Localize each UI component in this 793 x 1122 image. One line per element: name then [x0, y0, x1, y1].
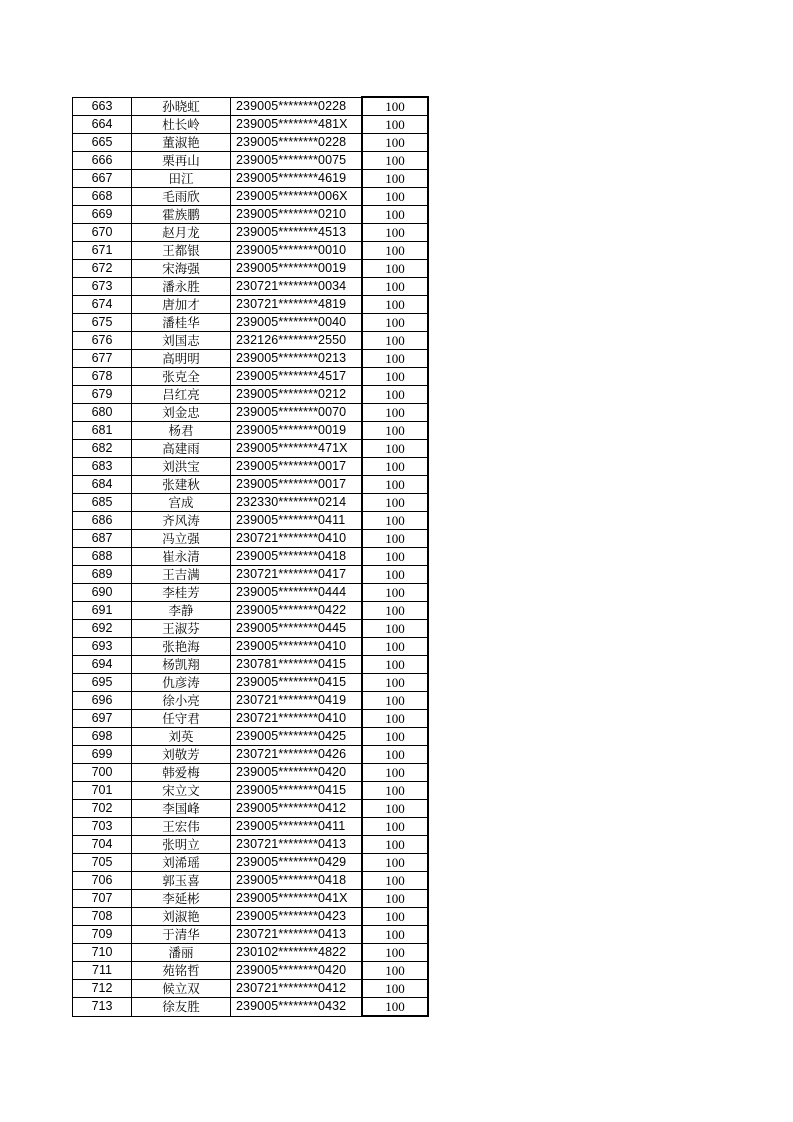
id-number-cell: 230721********0413: [231, 926, 363, 944]
score-cell: 100: [362, 386, 428, 404]
id-number-cell: 239005********481X: [231, 116, 363, 134]
row-number-cell: 668: [73, 188, 132, 206]
table-row: [73, 116, 429, 134]
score-cell: 100: [362, 980, 428, 998]
row-number-cell: 690: [73, 584, 132, 602]
id-number-cell: 239005********0017: [231, 458, 363, 476]
name-cell: 霍族鹏: [132, 206, 231, 224]
name-cell: 徐小亮: [132, 692, 231, 710]
table-row: [73, 368, 429, 386]
score-cell: 100: [362, 494, 428, 512]
row-number-cell: 700: [73, 764, 132, 782]
name-cell: 杨凯翔: [132, 656, 231, 674]
row-number-cell: 698: [73, 728, 132, 746]
name-cell: 刘洪宝: [132, 458, 231, 476]
row-number-cell: 681: [73, 422, 132, 440]
row-number-cell: 691: [73, 602, 132, 620]
name-cell: 栗再山: [132, 152, 231, 170]
score-cell: 100: [362, 458, 428, 476]
id-number-cell: 239005********0040: [231, 314, 363, 332]
name-cell: 徐友胜: [132, 998, 231, 1017]
row-number-cell: 683: [73, 458, 132, 476]
table-row: [73, 224, 429, 242]
score-cell: 100: [362, 224, 428, 242]
row-number-cell: 680: [73, 404, 132, 422]
id-number-cell: 230721********0417: [231, 566, 363, 584]
id-number-cell: 239005********0228: [231, 97, 363, 116]
name-cell: 田江: [132, 170, 231, 188]
id-number-cell: 239005********0445: [231, 620, 363, 638]
row-number-cell: 663: [73, 97, 132, 116]
row-number-cell: 679: [73, 386, 132, 404]
score-cell: 100: [362, 404, 428, 422]
table-row: [73, 926, 429, 944]
table-row: [73, 530, 429, 548]
table-row: [73, 818, 429, 836]
id-number-cell: 239005********041X: [231, 890, 363, 908]
score-cell: 100: [362, 692, 428, 710]
name-cell: 李延彬: [132, 890, 231, 908]
row-number-cell: 713: [73, 998, 132, 1017]
table-row: [73, 908, 429, 926]
id-number-cell: 232330********0214: [231, 494, 363, 512]
table-row: [73, 152, 429, 170]
table-row: [73, 134, 429, 152]
table-row: [73, 674, 429, 692]
row-number-cell: 677: [73, 350, 132, 368]
score-cell: 100: [362, 548, 428, 566]
id-number-cell: 230721********0413: [231, 836, 363, 854]
score-cell: 100: [362, 332, 428, 350]
id-number-cell: 230102********4822: [231, 944, 363, 962]
score-cell: 100: [362, 188, 428, 206]
table-row: [73, 422, 429, 440]
table-row: [73, 188, 429, 206]
id-number-cell: 239005********0418: [231, 872, 363, 890]
id-number-cell: 239005********0228: [231, 134, 363, 152]
name-cell: 候立双: [132, 980, 231, 998]
id-number-cell: 239005********0411: [231, 512, 363, 530]
id-number-cell: 230721********0426: [231, 746, 363, 764]
name-cell: 潘永胜: [132, 278, 231, 296]
name-cell: 潘桂华: [132, 314, 231, 332]
table-row: [73, 350, 429, 368]
row-number-cell: 665: [73, 134, 132, 152]
score-cell: 100: [362, 260, 428, 278]
table-row: [73, 494, 429, 512]
score-cell: 100: [362, 962, 428, 980]
table-row: [73, 710, 429, 728]
id-number-cell: 239005********0010: [231, 242, 363, 260]
table-body: [73, 97, 429, 1016]
row-number-cell: 684: [73, 476, 132, 494]
score-cell: 100: [362, 97, 428, 116]
name-cell: 李静: [132, 602, 231, 620]
id-number-cell: 239005********0210: [231, 206, 363, 224]
table-row: [73, 97, 429, 116]
score-cell: 100: [362, 368, 428, 386]
table-row: [73, 782, 429, 800]
table-row: [73, 170, 429, 188]
row-number-cell: 670: [73, 224, 132, 242]
name-cell: 任守君: [132, 710, 231, 728]
table-row: [73, 584, 429, 602]
id-number-cell: 239005********0019: [231, 260, 363, 278]
score-cell: 100: [362, 152, 428, 170]
name-cell: 刘英: [132, 728, 231, 746]
id-number-cell: 239005********0444: [231, 584, 363, 602]
table-row: [73, 980, 429, 998]
row-number-cell: 710: [73, 944, 132, 962]
score-cell: 100: [362, 800, 428, 818]
id-number-cell: 239005********4513: [231, 224, 363, 242]
id-number-cell: 239005********0423: [231, 908, 363, 926]
id-number-cell: 239005********0410: [231, 638, 363, 656]
table-row: [73, 998, 429, 1017]
id-number-cell: 239005********0432: [231, 998, 363, 1017]
name-cell: 刘国志: [132, 332, 231, 350]
row-number-cell: 688: [73, 548, 132, 566]
table-row: [73, 656, 429, 674]
score-cell: 100: [362, 782, 428, 800]
id-number-cell: 239005********0212: [231, 386, 363, 404]
score-cell: 100: [362, 566, 428, 584]
name-cell: 苑铭哲: [132, 962, 231, 980]
name-cell: 王宏伟: [132, 818, 231, 836]
name-cell: 于清华: [132, 926, 231, 944]
name-cell: 郭玉喜: [132, 872, 231, 890]
id-number-cell: 239005********0415: [231, 674, 363, 692]
row-number-cell: 674: [73, 296, 132, 314]
row-number-cell: 689: [73, 566, 132, 584]
id-number-cell: 239005********006X: [231, 188, 363, 206]
table-row: [73, 620, 429, 638]
name-cell: 张艳海: [132, 638, 231, 656]
score-cell: 100: [362, 278, 428, 296]
id-number-cell: 230781********0415: [231, 656, 363, 674]
row-number-cell: 671: [73, 242, 132, 260]
name-cell: 王都银: [132, 242, 231, 260]
score-cell: 100: [362, 440, 428, 458]
table-row: [73, 404, 429, 422]
name-cell: 宋立文: [132, 782, 231, 800]
id-number-cell: 239005********471X: [231, 440, 363, 458]
table-row: [73, 206, 429, 224]
name-cell: 齐风涛: [132, 512, 231, 530]
row-number-cell: 703: [73, 818, 132, 836]
id-number-cell: 230721********0410: [231, 710, 363, 728]
row-number-cell: 676: [73, 332, 132, 350]
name-cell: 宋海强: [132, 260, 231, 278]
score-cell: 100: [362, 476, 428, 494]
name-cell: 高建雨: [132, 440, 231, 458]
score-cell: 100: [362, 602, 428, 620]
table-row: [73, 746, 429, 764]
table-row: [73, 278, 429, 296]
name-cell: 王吉满: [132, 566, 231, 584]
row-number-cell: 705: [73, 854, 132, 872]
table-row: [73, 242, 429, 260]
table-row: [73, 566, 429, 584]
score-cell: 100: [362, 818, 428, 836]
table-row: [73, 458, 429, 476]
name-cell: 韩爱梅: [132, 764, 231, 782]
table-row: [73, 800, 429, 818]
row-number-cell: 693: [73, 638, 132, 656]
name-cell: 王淑芬: [132, 620, 231, 638]
row-number-cell: 675: [73, 314, 132, 332]
id-number-cell: 239005********0017: [231, 476, 363, 494]
name-cell: 李国峰: [132, 800, 231, 818]
table-row: [73, 260, 429, 278]
score-cell: 100: [362, 746, 428, 764]
score-cell: 100: [362, 926, 428, 944]
id-number-cell: 239005********0415: [231, 782, 363, 800]
score-cell: 100: [362, 674, 428, 692]
score-cell: 100: [362, 854, 428, 872]
name-cell: 刘浠瑶: [132, 854, 231, 872]
row-number-cell: 673: [73, 278, 132, 296]
id-number-cell: 239005********0213: [231, 350, 363, 368]
table-row: [73, 692, 429, 710]
name-cell: 毛雨欣: [132, 188, 231, 206]
id-number-cell: 239005********4619: [231, 170, 363, 188]
row-number-cell: 711: [73, 962, 132, 980]
row-number-cell: 697: [73, 710, 132, 728]
row-number-cell: 669: [73, 206, 132, 224]
id-number-cell: 230721********0412: [231, 980, 363, 998]
table-row: [73, 512, 429, 530]
row-number-cell: 672: [73, 260, 132, 278]
name-cell: 杨君: [132, 422, 231, 440]
id-number-cell: 230721********0410: [231, 530, 363, 548]
table-row: [73, 872, 429, 890]
row-number-cell: 666: [73, 152, 132, 170]
score-cell: 100: [362, 638, 428, 656]
name-cell: 唐加才: [132, 296, 231, 314]
id-number-cell: 230721********0419: [231, 692, 363, 710]
id-number-cell: 239005********0412: [231, 800, 363, 818]
name-cell: 刘淑艳: [132, 908, 231, 926]
table-row: [73, 836, 429, 854]
score-cell: 100: [362, 656, 428, 674]
table-row: [73, 854, 429, 872]
score-cell: 100: [362, 512, 428, 530]
table-row: [73, 314, 429, 332]
score-cell: 100: [362, 728, 428, 746]
id-number-cell: 239005********4517: [231, 368, 363, 386]
table-row: [73, 296, 429, 314]
score-cell: 100: [362, 890, 428, 908]
table-row: [73, 890, 429, 908]
id-number-cell: 239005********0420: [231, 764, 363, 782]
name-cell: 杜长岭: [132, 116, 231, 134]
name-cell: 吕红亮: [132, 386, 231, 404]
row-number-cell: 687: [73, 530, 132, 548]
table-row: [73, 476, 429, 494]
id-number-cell: 239005********0429: [231, 854, 363, 872]
score-cell: 100: [362, 998, 428, 1017]
row-number-cell: 678: [73, 368, 132, 386]
score-cell: 100: [362, 296, 428, 314]
row-number-cell: 712: [73, 980, 132, 998]
row-number-cell: 704: [73, 836, 132, 854]
table-row: [73, 548, 429, 566]
table-row: [73, 764, 429, 782]
name-cell: 张明立: [132, 836, 231, 854]
row-number-cell: 692: [73, 620, 132, 638]
id-number-cell: 232126********2550: [231, 332, 363, 350]
data-table: [72, 96, 429, 1017]
row-number-cell: 685: [73, 494, 132, 512]
name-cell: 宫成: [132, 494, 231, 512]
table-row: [73, 602, 429, 620]
row-number-cell: 664: [73, 116, 132, 134]
name-cell: 李桂芳: [132, 584, 231, 602]
score-cell: 100: [362, 584, 428, 602]
table-row: [73, 944, 429, 962]
name-cell: 仇彦涛: [132, 674, 231, 692]
score-cell: 100: [362, 134, 428, 152]
score-cell: 100: [362, 206, 428, 224]
score-cell: 100: [362, 944, 428, 962]
score-cell: 100: [362, 872, 428, 890]
name-cell: 孙晓虹: [132, 97, 231, 116]
score-cell: 100: [362, 242, 428, 260]
table-row: [73, 440, 429, 458]
row-number-cell: 686: [73, 512, 132, 530]
row-number-cell: 694: [73, 656, 132, 674]
id-number-cell: 239005********0425: [231, 728, 363, 746]
score-cell: 100: [362, 710, 428, 728]
name-cell: 赵月龙: [132, 224, 231, 242]
row-number-cell: 708: [73, 908, 132, 926]
id-number-cell: 230721********4819: [231, 296, 363, 314]
name-cell: 张建秋: [132, 476, 231, 494]
id-number-cell: 239005********0075: [231, 152, 363, 170]
id-number-cell: 239005********0420: [231, 962, 363, 980]
name-cell: 刘金忠: [132, 404, 231, 422]
score-cell: 100: [362, 836, 428, 854]
row-number-cell: 701: [73, 782, 132, 800]
id-number-cell: 239005********0418: [231, 548, 363, 566]
score-cell: 100: [362, 764, 428, 782]
id-number-cell: 239005********0070: [231, 404, 363, 422]
score-cell: 100: [362, 314, 428, 332]
row-number-cell: 696: [73, 692, 132, 710]
name-cell: 张克全: [132, 368, 231, 386]
table-row: [73, 728, 429, 746]
name-cell: 董淑艳: [132, 134, 231, 152]
score-cell: 100: [362, 530, 428, 548]
row-number-cell: 702: [73, 800, 132, 818]
row-number-cell: 707: [73, 890, 132, 908]
name-cell: 刘敬芳: [132, 746, 231, 764]
table-row: [73, 332, 429, 350]
row-number-cell: 709: [73, 926, 132, 944]
score-cell: 100: [362, 908, 428, 926]
table-row: [73, 962, 429, 980]
score-cell: 100: [362, 170, 428, 188]
name-cell: 崔永清: [132, 548, 231, 566]
table-row: [73, 386, 429, 404]
score-cell: 100: [362, 116, 428, 134]
row-number-cell: 695: [73, 674, 132, 692]
row-number-cell: 682: [73, 440, 132, 458]
name-cell: 潘丽: [132, 944, 231, 962]
row-number-cell: 706: [73, 872, 132, 890]
score-cell: 100: [362, 620, 428, 638]
id-number-cell: 230721********0034: [231, 278, 363, 296]
score-cell: 100: [362, 350, 428, 368]
row-number-cell: 667: [73, 170, 132, 188]
name-cell: 高明明: [132, 350, 231, 368]
score-cell: 100: [362, 422, 428, 440]
id-number-cell: 239005********0422: [231, 602, 363, 620]
id-number-cell: 239005********0411: [231, 818, 363, 836]
table-row: [73, 638, 429, 656]
id-number-cell: 239005********0019: [231, 422, 363, 440]
row-number-cell: 699: [73, 746, 132, 764]
name-cell: 冯立强: [132, 530, 231, 548]
